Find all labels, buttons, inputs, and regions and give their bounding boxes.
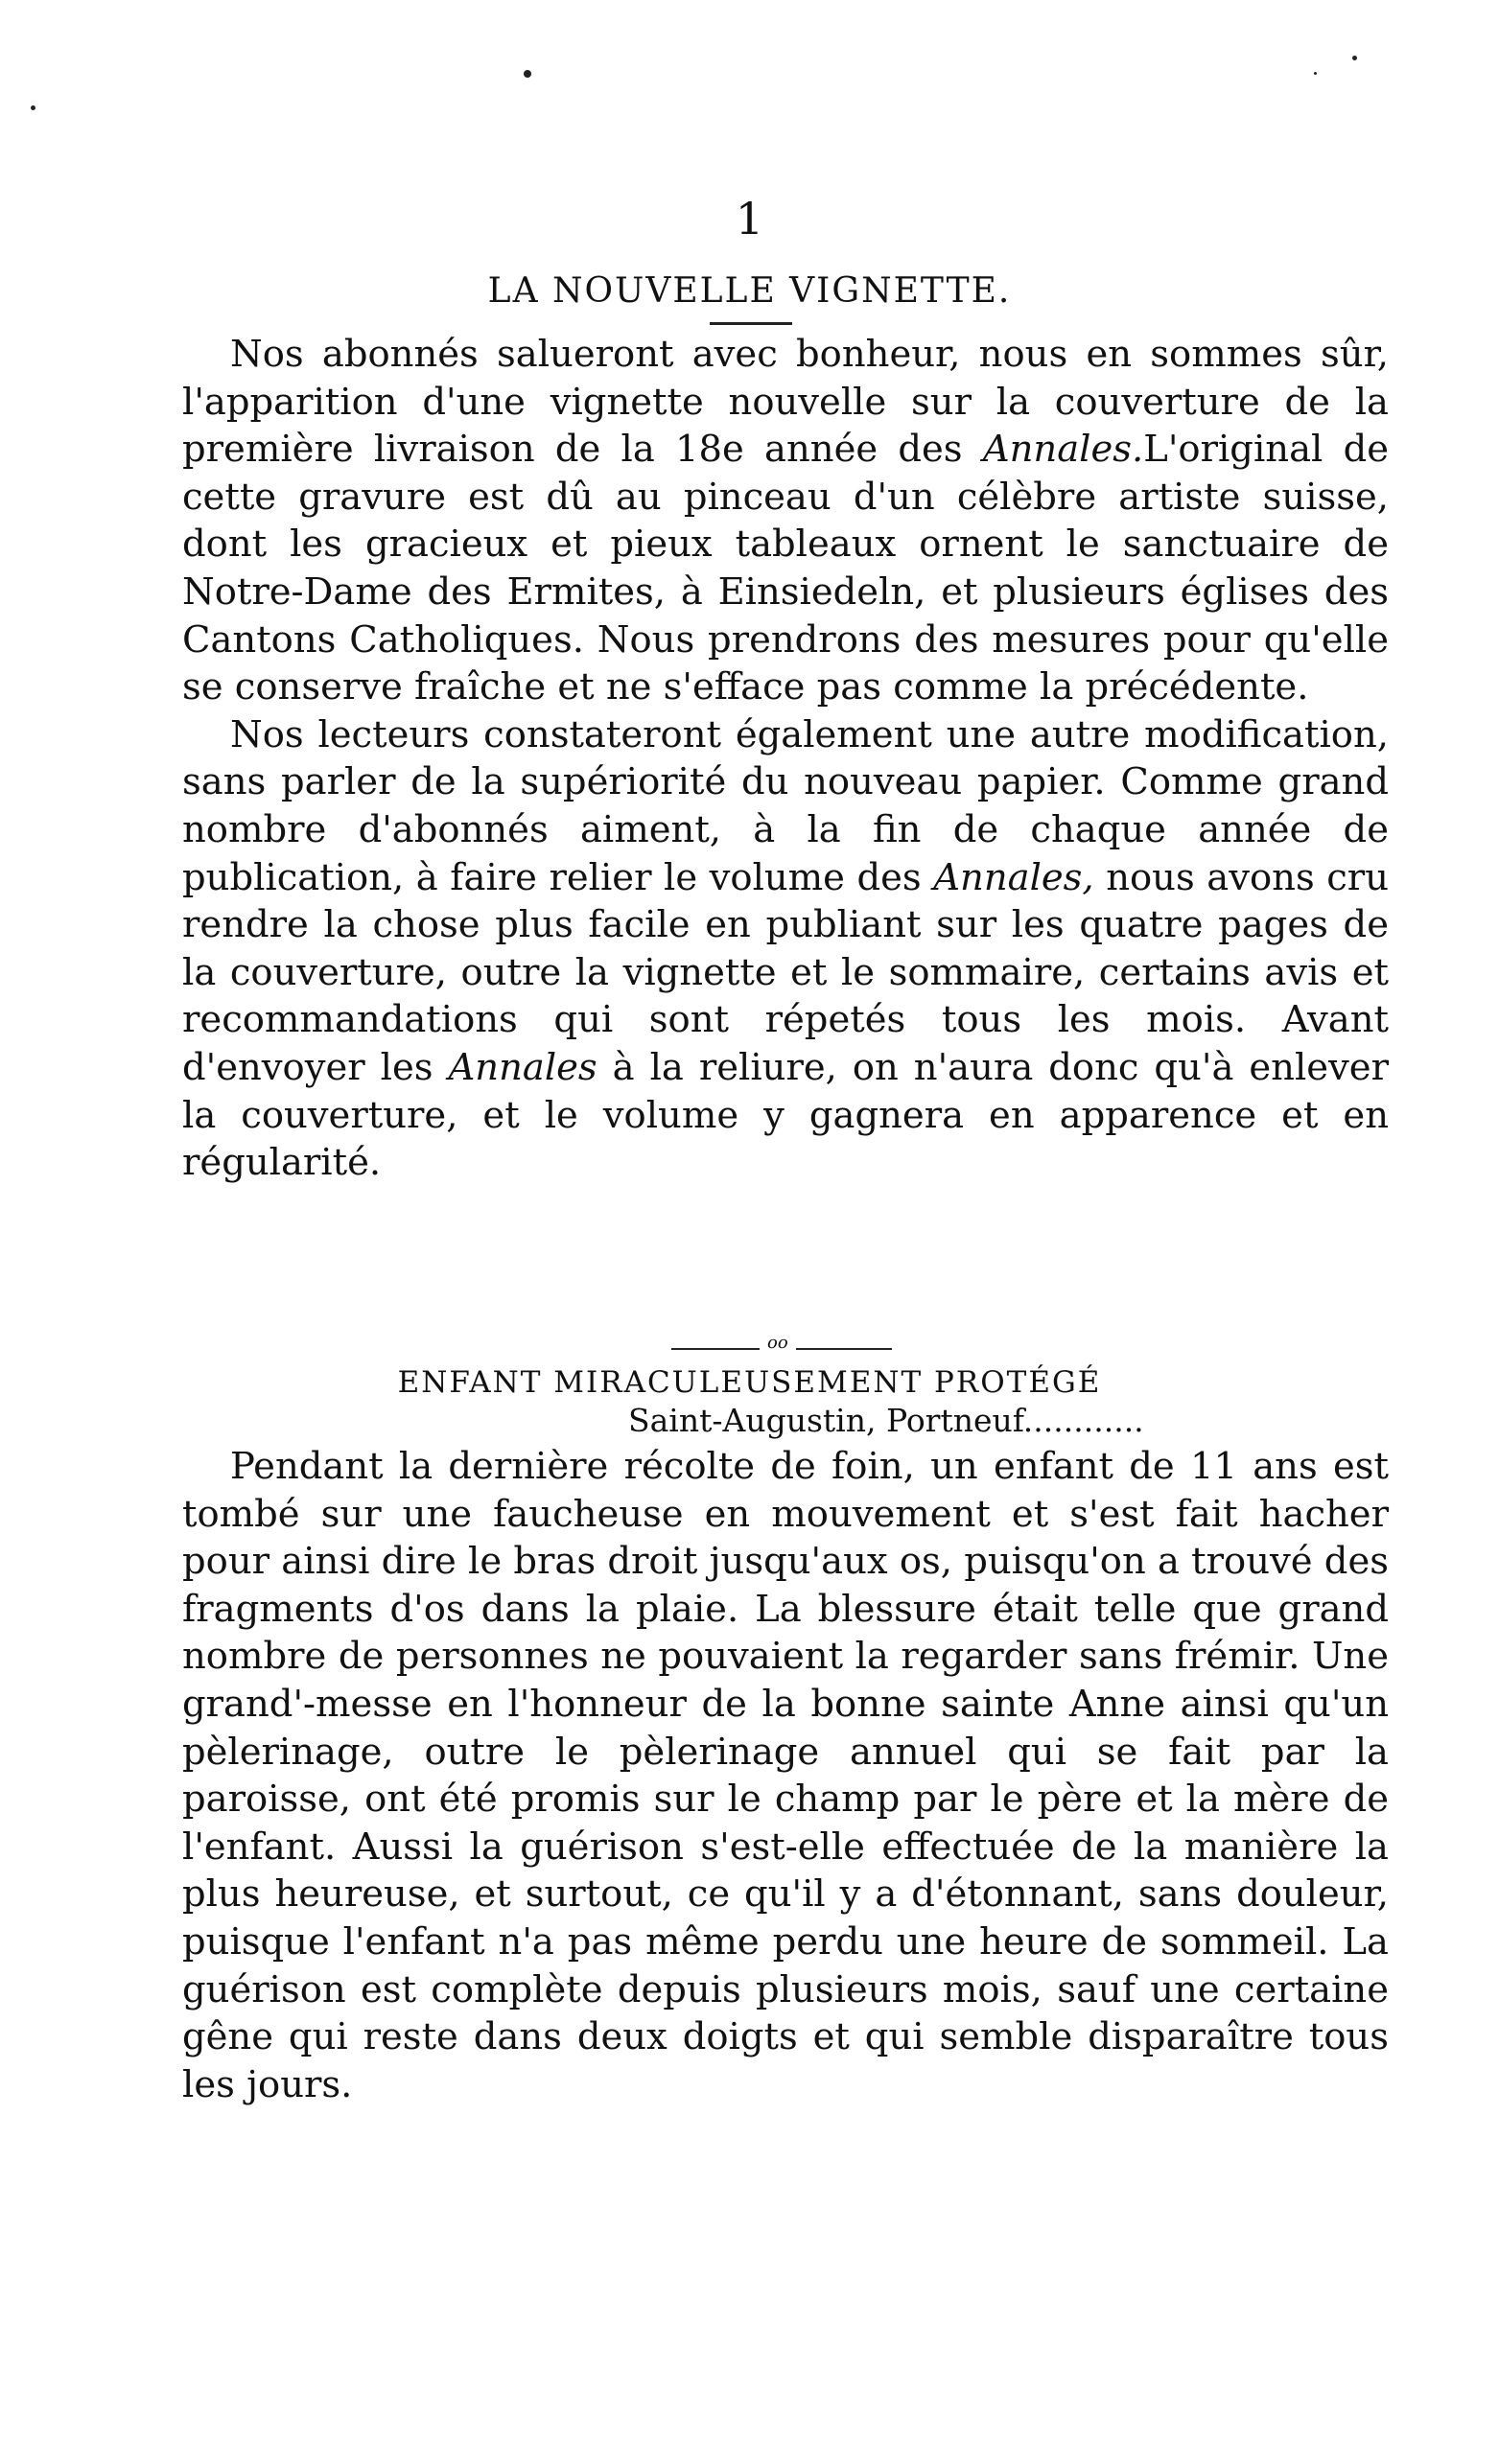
ink-speck	[1352, 56, 1357, 60]
body-paragraph: Nos abonnés salueront avec bonheur, nous en sommes sûr, l'apparition d'une vignette nouvelle sur la couverture de la première livraison de la 18e année des Annales.L'original de cette gravure est dû au pinceau d'un célèbre artiste suisse, dont les gracieux et pieux tableaux ornent le sanctuaire de Notre-Dame des Ermites, à Einsiedeln, et plusieurs églises des Cantons Catholiques. Nous prendrons des mesures pour qu'elle se conserve fraîche et ne s'efface pas comme la précédente.	[182, 333, 1389, 709]
separator-line-right	[796, 1348, 892, 1350]
separator-line-left	[671, 1348, 760, 1350]
ink-speck	[31, 105, 35, 110]
title-underline-rule	[710, 322, 792, 325]
article-title-nouvelle-vignette: LA NOUVELLE VIGNETTE.	[487, 271, 1012, 311]
body-paragraph: Nos lecteurs constateront également une autre modification, sans parler de la supériorité du nouveau papier. Comme grand nombre d'abonnés aiment, à la fin de chaque année de publication, à faire relier le volume des Annales, nous avons cru rendre la chose plus facile en publiant sur les quatre pages de la couverture, outre la vignette et le sommaire, certains avis et recommandations qui sont répetés tous les mois. Avant d'envoyer les Annales à la reliure, on n'aura donc qu'à enlever la couverture, et le volume y gagnera en apparence et en régularité.	[182, 712, 1389, 1185]
article-title-enfant-protege: ENFANT MIRACULEUSEMENT PROTÉGÉ	[397, 1365, 1102, 1400]
section-separator	[671, 1333, 902, 1358]
separator-mark: oo	[767, 1333, 788, 1353]
italic-annales: Annales	[448, 1045, 597, 1089]
page-number: 1	[735, 193, 764, 244]
body-paragraph: Pendant la dernière récolte de foin, un enfant de 11 ans est tombé sur une faucheuse en mouvement et s'est fait hacher pour ainsi dire le bras droit jusqu'aux os, puisqu'on a trouvé des fragments d'os dans la plaie. La blessure était telle que grand nombre de personnes ne pouvaient la regarder sans frémir. Une grand'-messe en l'honneur de la bonne sainte Anne ainsi qu'un pèlerinage, outre le pèlerinage annuel qui se fait par la paroisse, ont été promis sur le champ par le père et la mère de l'enfant. Aussi la guérison s'est-elle effectuée de la manière la plus heureuse, et surtout, ce qu'il y a d'étonnant, sans douleur, puisque l'enfant n'a pas même perdu une heure de sommeil. La guérison est complète depuis plusieurs mois, sauf une certaine gêne qui reste dans deux doigts et qui semble disparaître tous les jours.	[182, 1445, 1389, 2106]
article-body-enfant-protege	[182, 1443, 1389, 2108]
italic-annales: Annales,	[933, 855, 1094, 899]
italic-annales: Annales.	[982, 428, 1144, 472]
ink-speck	[1314, 72, 1317, 75]
ink-speck	[524, 70, 531, 78]
article-place-line: Saint-Augustin, Portneuf............	[628, 1402, 1144, 1439]
article-body-nouvelle-vignette	[182, 331, 1389, 1187]
